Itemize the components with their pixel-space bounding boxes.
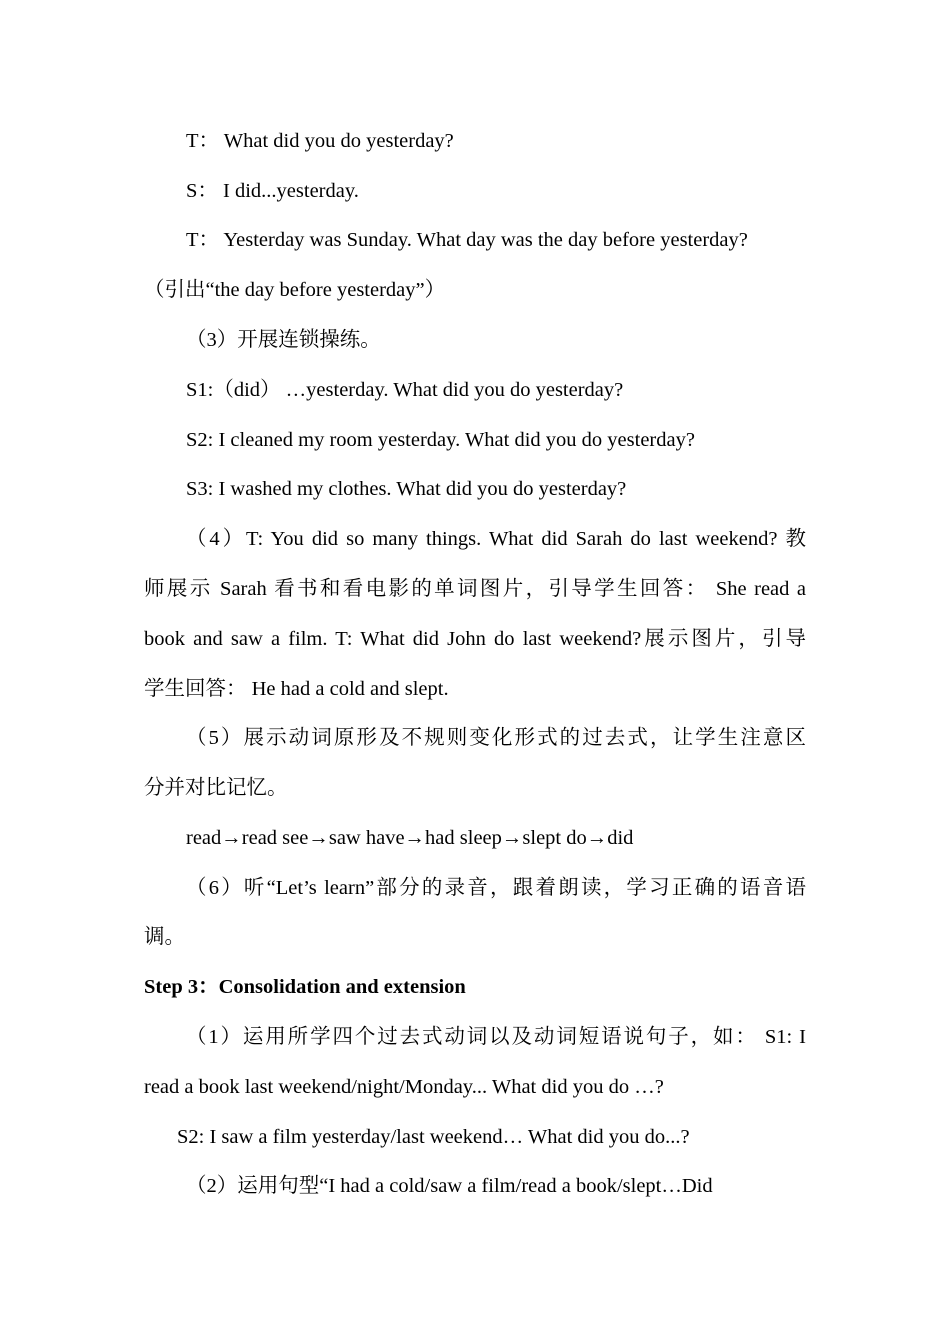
section-heading-step-3: Step 3：Consolidation and extension [144, 976, 466, 998]
step-4-line-3: book and saw a film. T: What did John do last weekend?展示图片，引导 [144, 628, 806, 650]
dialogue-line-student-answer: S： I did...yesterday. [186, 180, 359, 202]
step-3-chain-drill: （3）开展连锁操练。 [186, 329, 381, 351]
step-4-line-4: 学生回答： He had a cold and slept. [144, 678, 449, 700]
drill-line-s2: S2: I cleaned my room yesterday. What did you do yesterday? [186, 429, 695, 451]
drill-line-s3: S3: I washed my clothes. What did you do yesterday? [186, 478, 627, 500]
note-day-before-yesterday: （引出“the day before yesterday”） [144, 279, 446, 301]
dialogue-line-teacher-sunday: T： Yesterday was Sunday. What day was the day before yesterday? [186, 229, 748, 251]
drill-line-s1: S1:（did） …yesterday. What did you do yesterday? [186, 379, 624, 401]
consolidation-1-line-3: S2: I saw a film yesterday/last weekend… What did you do...? [177, 1126, 690, 1148]
verb-forms-line: read→read see→saw have→had sleep→slept do→did [186, 827, 634, 849]
step-5-line-2: 分并对比记忆。 [144, 777, 288, 799]
consolidation-1-line-1: （1）运用所学四个过去式动词以及动词短语说句子，如： S1: I [186, 1026, 806, 1048]
step-5-line-1: （5）展示动词原形及不规则变化形式的过去式，让学生注意区 [186, 727, 806, 749]
consolidation-2-line-1: （2）运用句型“I had a cold/saw a film/read a book/slept…Did [186, 1175, 713, 1197]
step-6-line-1: （6）听“Let’s learn”部分的录音，跟着朗读，学习正确的语音语 [186, 877, 806, 899]
step-4-line-1: （4）T: You did so many things. What did Sarah do last weekend? 教 [186, 528, 806, 550]
step-4-line-2: 师展示 Sarah 看书和看电影的单词图片，引导学生回答： She read a [144, 578, 806, 600]
dialogue-line-teacher-question: T： What did you do yesterday? [186, 130, 454, 152]
step-6-line-2: 调。 [144, 926, 185, 948]
consolidation-1-line-2: read a book last weekend/night/Monday... What did you do …? [144, 1076, 664, 1098]
